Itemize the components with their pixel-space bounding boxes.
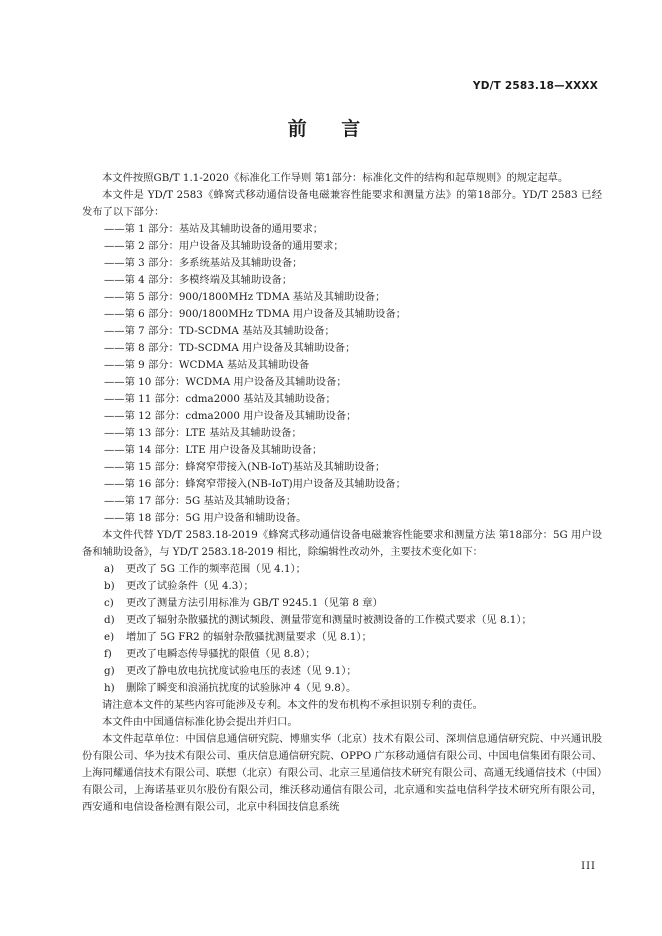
list-item: ——第 17 部分：5G 基站及其辅助设备； bbox=[104, 495, 297, 507]
list-item: ——第 5 部分：900/1800MHz TDMA 基站及其辅助设备； bbox=[104, 291, 386, 303]
foreword-body bbox=[82, 170, 602, 816]
list-item bbox=[82, 578, 602, 595]
list-item: ——第 12 部分：cdma2000 用户设备及其辅助设备； bbox=[104, 410, 357, 422]
proposer-paragraph: 本文件由中国通信标准化协会提出并归口。 bbox=[102, 716, 298, 728]
list-item bbox=[82, 680, 602, 697]
list-item: ——第 9 部分：WCDMA 基站及其辅助设备 bbox=[104, 359, 310, 371]
list-item: ——第 16 部分：蜂窝窄带接入(NB-IoT)用户设备及其辅助设备； bbox=[104, 478, 406, 490]
item-text: 更改了试验条件（见 4.3）； bbox=[126, 580, 254, 592]
list-item: ——第 4 部分：多模终端及其辅助设备； bbox=[104, 274, 293, 286]
item-label: f) bbox=[104, 648, 112, 660]
drafting-units-paragraph: 本文件起草单位：中国信息通信研究院、博鼎实华（北京）技术有限公司、深圳信息通信研究院、中兴通讯股份有限公司、华为技术有限公司、重庆信息通信研究院、OPPO 广东移动通信有限公司、中国电信集团有限公司、上海同耀通信技术有限公司、联想（北京）有限公司、北京三星通信技术研究有限公司、高通无线通信技术（中国）有限公司，上海诺基亚贝尔股份有限公司，维沃移动通信有限公司，北京通和实益电信科学技术研究所有限公司，西安通和电信设备检测有限公司，北京中科国技信息系统 bbox=[82, 733, 602, 813]
list-item: ——第 11 部分：cdma2000 基站及其辅助设备； bbox=[104, 393, 336, 405]
list-item: ——第 3 部分：多系统基站及其辅助设备； bbox=[104, 257, 303, 269]
list-item: ——第 14 部分：LTE 用户设备及其辅助设备； bbox=[104, 444, 323, 456]
list-item: ——第 10 部分：WCDMA 用户设备及其辅助设备； bbox=[104, 376, 347, 388]
document-code: YD/T 2583.18—XXXX bbox=[472, 80, 598, 92]
list-item: ——第 8 部分：TD-SCDMA 用户设备及其辅助设备； bbox=[104, 342, 356, 354]
item-label: e) bbox=[104, 631, 115, 643]
list-item: ——第 1 部分：基站及其辅助设备的通用要求； bbox=[104, 223, 324, 235]
list-item bbox=[82, 595, 602, 612]
parts-list bbox=[82, 221, 602, 527]
item-label: h) bbox=[104, 682, 115, 694]
list-item bbox=[82, 612, 602, 629]
item-label: d) bbox=[104, 614, 115, 626]
item-text: 更改了 5G 工作的频率范围（见 4.1）； bbox=[126, 563, 306, 575]
list-item bbox=[82, 629, 602, 646]
replacement-paragraph: 本文件代替 YD/T 2583.18-2019《蜂窝式移动通信设备电磁兼容性能要求和测量方法 第18部分：5G 用户设备和辅助设备》，与 YD/T 2583.18-2019 相比，除编辑性改动外，主要技术变化如下： bbox=[82, 529, 602, 558]
list-item: ——第 15 部分：蜂窝窄带接入(NB-IoT)基站及其辅助设备； bbox=[104, 461, 386, 473]
list-item: ——第 6 部分：900/1800MHz TDMA 用户设备及其辅助设备； bbox=[104, 308, 407, 320]
item-text: 增加了 5G FR2 的辐射杂散骚扰测量要求（见 8.1）； bbox=[126, 631, 372, 643]
list-item: ——第 18 部分：5G 用户设备和辅助设备。 bbox=[104, 512, 307, 524]
list-item: ——第 2 部分：用户设备及其辅助设备的通用要求； bbox=[104, 240, 344, 252]
page-number: III bbox=[581, 861, 596, 872]
item-text: 删除了瞬变和浪涌抗扰度的试验脉冲 4（见 9.8）。 bbox=[126, 682, 357, 694]
item-label: c) bbox=[104, 597, 114, 609]
list-item bbox=[82, 646, 602, 663]
list-item: ——第 7 部分：TD-SCDMA 基站及其辅助设备； bbox=[104, 325, 335, 337]
intro-paragraph-2: 本文件是 YD/T 2583《蜂窝式移动通信设备电磁兼容性能要求和测量方法》的第18部分。YD/T 2583 已经发布了以下部分： bbox=[82, 189, 602, 218]
item-text: 更改了静电放电抗扰度试验电压的表述（见 9.1）； bbox=[126, 665, 357, 677]
item-label: g) bbox=[104, 665, 115, 677]
item-label: a) bbox=[104, 563, 115, 575]
list-item bbox=[82, 561, 602, 578]
item-text: 更改了辐射杂散骚扰的测试频段、测量带宽和测量时被测设备的工作模式要求（见 8.1）； bbox=[126, 614, 532, 626]
changes-list bbox=[82, 561, 602, 697]
patent-notice: 请注意本文件的某些内容可能涉及专利。本文件的发布机构不承担识别专利的责任。 bbox=[102, 699, 483, 711]
item-text: 更改了测量方法引用标准为 GB/T 9245.1（见第 8 章） bbox=[126, 597, 383, 609]
list-item bbox=[82, 663, 602, 680]
item-label: b) bbox=[104, 580, 115, 592]
item-text: 更改了电瞬态传导骚扰的限值（见 8.8）； bbox=[126, 648, 316, 660]
page-title: 前 言 bbox=[287, 118, 375, 140]
intro-paragraph-1: 本文件按照GB/T 1.1-2020《标准化工作导则 第1部分：标准化文件的结构和起草规则》的规定起草。 bbox=[102, 172, 569, 184]
list-item: ——第 13 部分：LTE 基站及其辅助设备； bbox=[104, 427, 302, 439]
